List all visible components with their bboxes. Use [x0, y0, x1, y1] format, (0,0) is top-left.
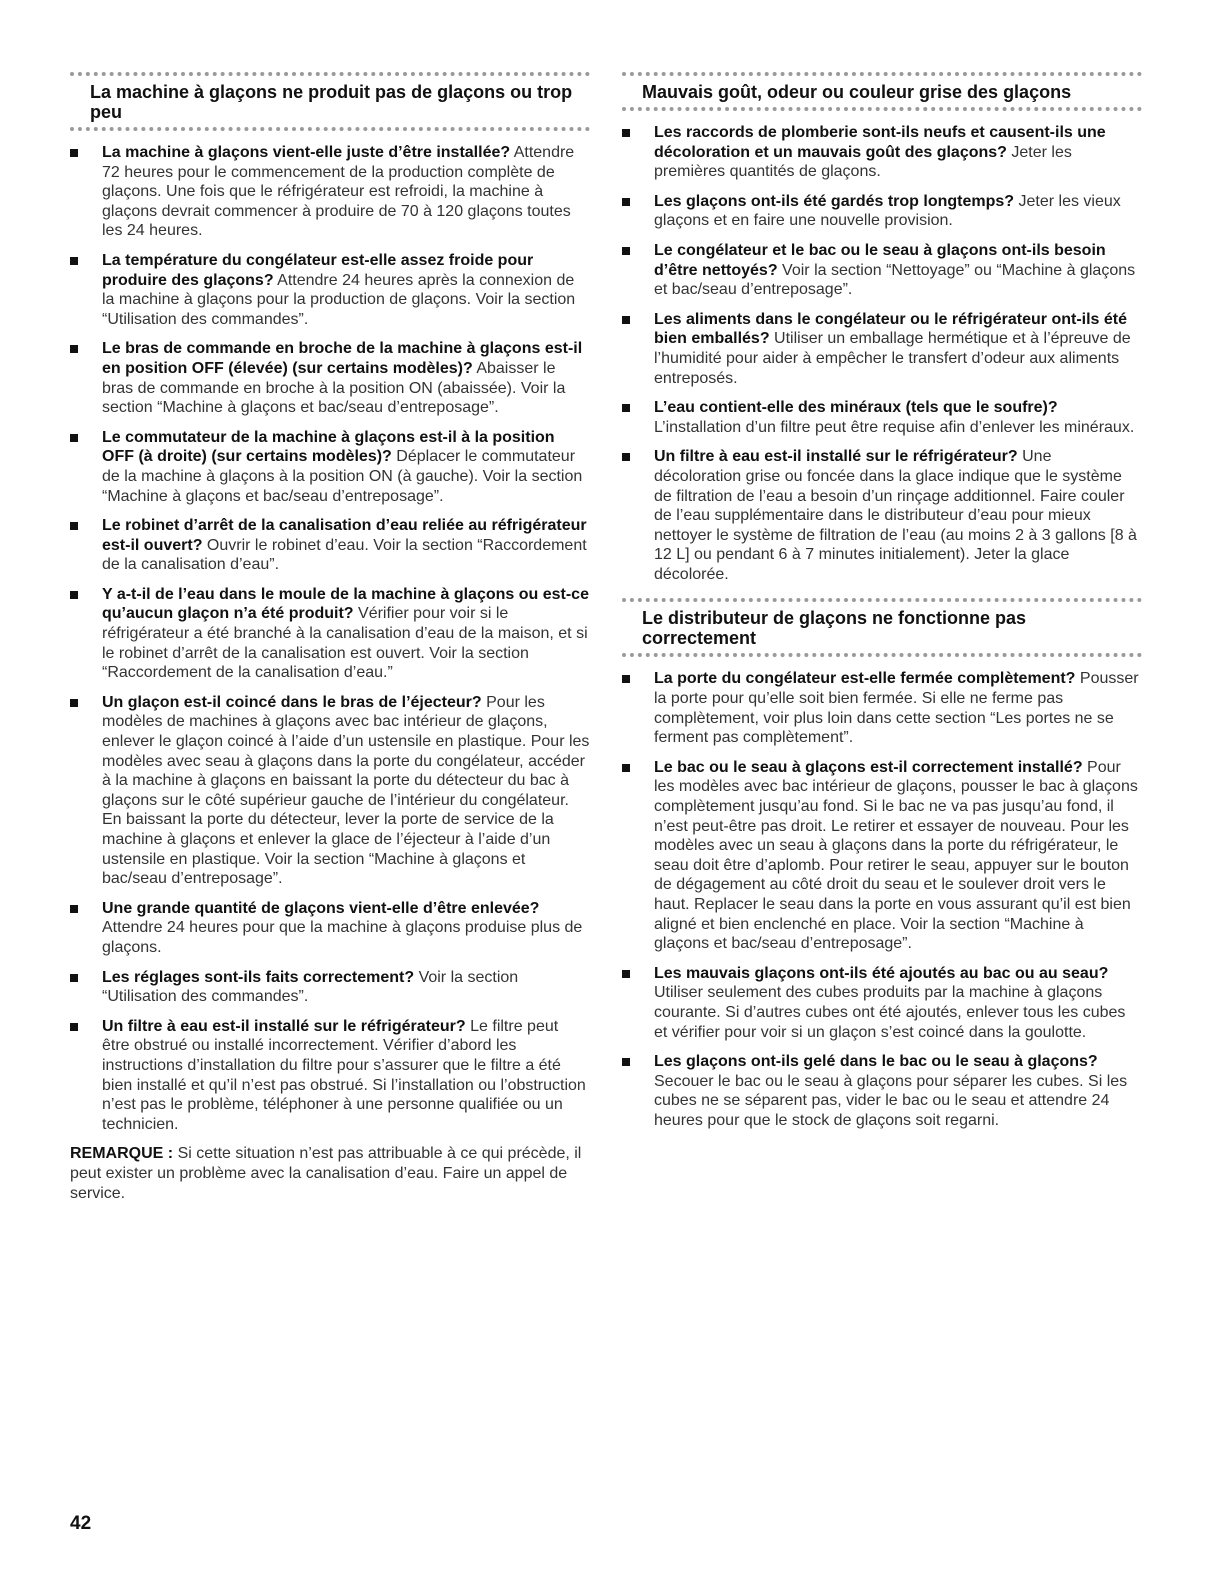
item-question: La température du congélateur est-elle assez froide pour produire des glaçons? — [102, 251, 534, 289]
item-answer: Jeter les premières quantités de glaçons. — [654, 143, 1072, 181]
item-answer: Pour les modèles de machines à glaçons avec bac intérieur de glaçons, enlever le glaçon coincé à l’aide d’un ustensile en plastique. Pour les modèles avec seau à glaçons dans la porte du congélateur, accéder à la machine à glaçons en baissant la porte du détecteur du bac à glaçons sur le côté supérieur gauche de l’intérieur du congélateur. En baissant la porte du détecteur, lever la porte de service de la machine à glaçons et enlever la glace de l’éjecteur à l’aide d’un ustensile en plastique. Voir la section “Machine à glaçons et bac/seau d’entreposage”. — [102, 693, 590, 888]
remark-note — [70, 1144, 590, 1203]
item-question: La porte du congélateur est-elle fermée complètement? — [654, 670, 1076, 688]
section-title: Le distributeur de glaçons ne fonctionne pas correctement — [642, 608, 1027, 649]
item-answer: Déplacer le commutateur de la machine à glaçons à la position ON (à gauche). Voir la section “Machine à glaçons et bac/seau d’entreposage”. — [102, 448, 583, 505]
item-answer: Pour les modèles avec bac intérieur de glaçons, pousser le bac à glaçons complètement jusqu’au fond. Si le bac ne va pas jusqu’au fond, il n’est peut-être pas droit. Le retirer et essayer de nouveau. Pour les modèles avec un seau à glaçons dans la porte du réfrigérateur, le seau doit être d’aplomb. Pour retirer le seau, appuyer sur le bouton de dégagement au côté droit du seau et le soulever droit vers le haut. Replacer le seau dans la porte en vous assurant qu’il est bien aligné et bien enclenché en place. Voir la section “Machine à glaçons et bac/seau d’entreposage”. — [654, 758, 1138, 953]
list-item — [622, 964, 1142, 1042]
list-item — [70, 1017, 590, 1135]
ice-production-section — [70, 72, 590, 1203]
item-answer: Jeter les vieux glaçons et en faire une nouvelle provision. — [654, 192, 1121, 230]
item-question: Un filtre à eau est-il installé sur le réfrigérateur? — [102, 1017, 466, 1035]
item-answer: Voir la section “Nettoyage” ou “Machine à glaçons et bac/seau d’entreposage”. — [654, 261, 1136, 299]
item-question: Le congélateur et le bac ou le seau à glaçons ont-ils besoin d’être nettoyés? — [654, 241, 1106, 279]
troubleshooting-list — [70, 143, 590, 1134]
item-question: Les réglages sont-ils faits correctement? — [102, 968, 415, 986]
item-question: Une grande quantité de glaçons vient-elle d’être enlevée? — [102, 899, 540, 917]
page-number: 42 — [70, 1513, 92, 1534]
list-item — [70, 585, 590, 683]
item-answer: Vérifier pour voir si le réfrigérateur a été branché à la canalisation d’eau de la maison, et si le robinet d’arrêt de la canalisation est ouvert. Voir la section “Raccordement de la canalisation d’eau.” — [102, 605, 588, 682]
item-question: Les raccords de plomberie sont-ils neufs et causent-ils une décoloration et un mauvais goût des glaçons? — [654, 124, 1106, 161]
item-answer: Une décoloration grise ou foncée dans la glace indique que le système de filtration de l’eau a besoin d’un rinçage additionnel. Faire couler de l’eau supplémentaire dans le distributeur d’eau pour mieux nettoyer le système de filtration de l’eau (au moins 2 à 3 gallons [8 à 12 L] ou pendant 6 à 7 minutes initialement). Jeter la glace décolorée. — [654, 448, 1137, 583]
item-answer: Utiliser seulement des cubes produits par la machine à glaçons courante. Si d’autres cubes ont été ajoutés, enlever tous les cubes et vérifier pour voir si un glaçon s’est coincé dans la goulotte. — [654, 984, 1126, 1041]
list-item — [622, 123, 1142, 182]
section-title: La machine à glaçons ne produit pas de glaçons ou trop peu — [90, 82, 573, 122]
item-answer: L’installation d’un filtre peut être requise afin d’enlever les minéraux. — [654, 418, 1135, 436]
list-item — [622, 669, 1142, 747]
item-question: Les glaçons ont-ils été gardés trop longtemps? — [654, 192, 1015, 210]
item-question: Le bras de commande en broche de la machine à glaçons est-il en position OFF (élevée) (sur certains modèles)? — [102, 340, 583, 377]
item-question: Y a-t-il de l’eau dans le moule de la machine à glaçons ou est-ce qu’aucun glaçon n’a été produit? — [102, 585, 589, 623]
list-item — [70, 251, 590, 329]
item-answer: Le filtre peut être obstrué ou installé incorrectement. Vérifier d’abord les instructions d’installation du filtre pour s’assurer que le filtre a été bien installé et qu’il n’est pas obstrué. Si l’installation ou l’obstruction n’est pas le problème, téléphoner à une personne qualifiée ou un technicien. — [102, 1017, 586, 1133]
section-header — [70, 72, 590, 131]
list-item — [70, 899, 590, 958]
item-question: Le commutateur de la machine à glaçons est-il à la position OFF (à droite) (sur certains modèles)? — [102, 428, 555, 466]
item-question: La machine à glaçons vient-elle juste d’être installée? — [102, 144, 511, 161]
bad-taste-section — [622, 72, 1142, 584]
item-question: Un filtre à eau est-il installé sur le réfrigérateur? — [654, 448, 1018, 466]
item-answer: Voir la section “Utilisation des commandes”. — [102, 968, 519, 1006]
item-answer: Secouer le bac ou le seau à glaçons pour séparer les cubes. Si les cubes ne se séparent pas, vider le bac ou le seau et attendre 24 heures pour que le stock de glaçons soit regarni. — [654, 1072, 1128, 1129]
list-item — [622, 310, 1142, 388]
item-answer: Attendre 72 heures pour le commencement de la production complète de glaçons. Une fois que le réfrigérateur est refroidi, la machine à glaçons devrait commencer à produire de 70 à 120 glaçons toutes les 24 heures. — [102, 144, 575, 240]
section-header — [622, 598, 1142, 657]
list-item — [622, 758, 1142, 954]
item-answer: Ouvrir le robinet d’eau. Voir la section “Raccordement de la canalisation d’eau”. — [102, 536, 587, 574]
list-item — [70, 693, 590, 889]
section-header — [622, 72, 1142, 111]
item-question: Les glaçons ont-ils gelé dans le bac ou le seau à glaçons? — [654, 1053, 1098, 1071]
item-question: Les mauvais glaçons ont-ils été ajoutés au bac ou au seau? — [654, 964, 1109, 982]
troubleshooting-list — [622, 123, 1142, 584]
list-item — [70, 516, 590, 575]
remark-text: Si cette situation n’est pas attribuable à ce qui précède, il peut exister un problème avec la canalisation d’eau. Faire un appel de service. — [70, 1145, 582, 1202]
list-item — [622, 1052, 1142, 1130]
section-title: Mauvais goût, odeur ou couleur grise des glaçons — [642, 82, 1072, 102]
right-column — [622, 72, 1142, 1145]
list-item — [70, 428, 590, 506]
list-item — [622, 241, 1142, 300]
list-item — [622, 398, 1142, 437]
troubleshooting-list — [622, 669, 1142, 1130]
list-item — [622, 192, 1142, 231]
item-answer: Pousser la porte pour qu’elle soit bien fermée. Si elle ne ferme pas complètement, voir plus loin dans cette section “Les portes ne se ferment pas complètement”. — [654, 670, 1139, 747]
remark-label: REMARQUE : — [70, 1145, 174, 1163]
list-item — [70, 968, 590, 1007]
item-question: Les aliments dans le congélateur ou le réfrigérateur ont-ils été bien emballés? — [654, 310, 1128, 348]
item-question: Un glaçon est-il coincé dans le bras de l’éjecteur? — [102, 693, 482, 711]
item-question: L’eau contient-elle des minéraux (tels que le soufre)? — [654, 399, 1058, 417]
list-item — [622, 447, 1142, 584]
item-answer: Attendre 24 heures après la connexion de la machine à glaçons pour la production de glaçons. Voir la section “Utilisation des commandes”. — [102, 271, 576, 328]
item-answer: Abaisser le bras de commande en broche à la position ON (abaissée). Voir la section “Machine à glaçons et bac/seau d’entreposage”. — [102, 359, 566, 417]
left-column — [70, 72, 590, 1217]
list-item — [70, 143, 590, 241]
item-question: Le robinet d’arrêt de la canalisation d’eau reliée au réfrigérateur est-il ouvert? — [102, 517, 587, 554]
item-question: Le bac ou le seau à glaçons est-il correctement installé? — [654, 758, 1083, 776]
item-answer: Attendre 24 heures pour que la machine à glaçons produise plus de glaçons. — [102, 919, 583, 956]
dispenser-section — [622, 598, 1142, 1130]
list-item — [70, 339, 590, 417]
item-answer: Utiliser un emballage hermétique et à l’épreuve de l’humidité pour aider à empêcher le transfert d’odeur aux aliments entreposés. — [654, 330, 1131, 387]
